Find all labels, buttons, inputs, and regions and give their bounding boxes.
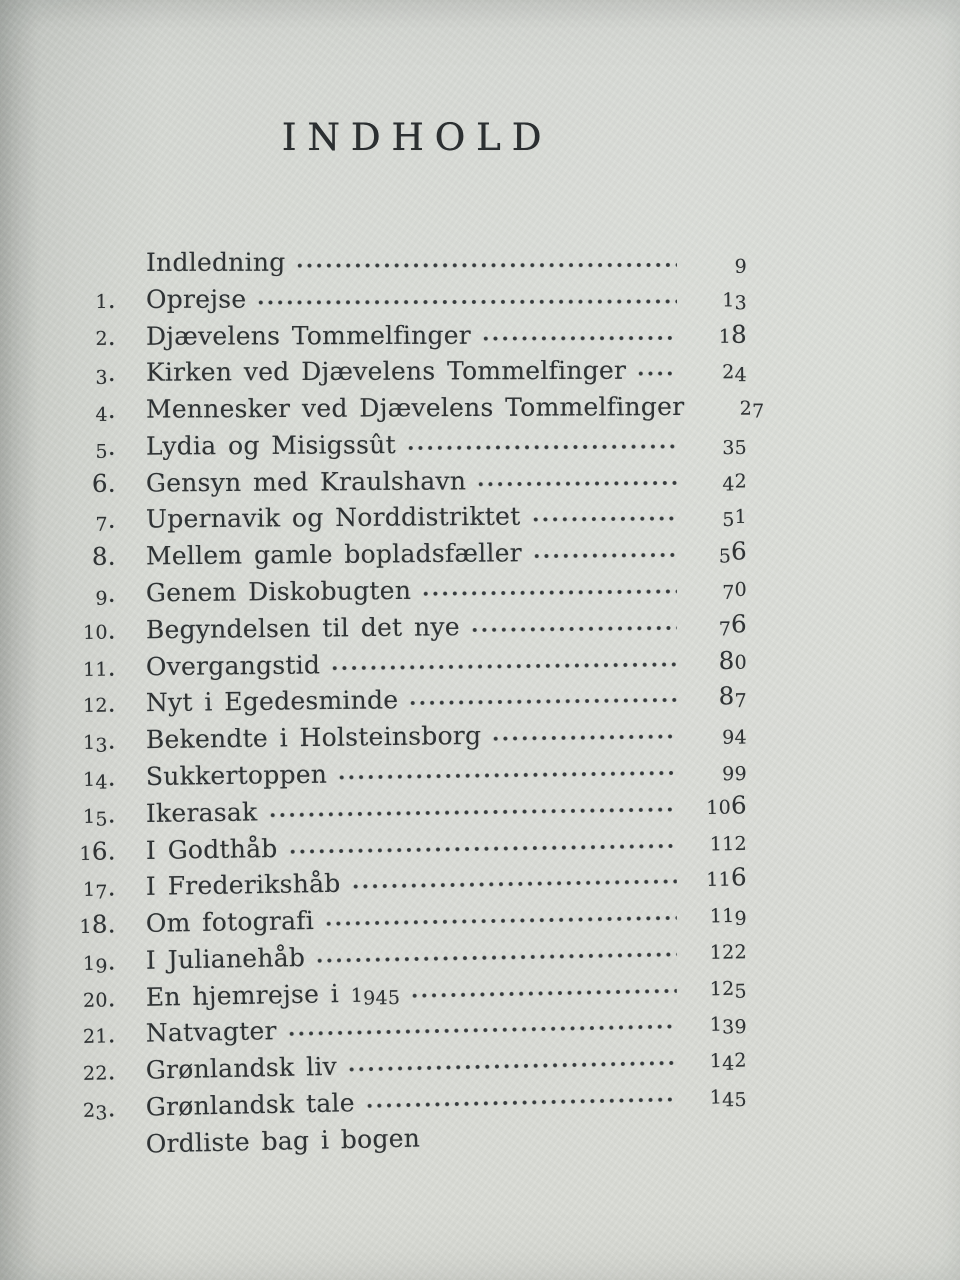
dot-leader — [337, 766, 677, 783]
entry-title: Om fotografi — [145, 906, 315, 938]
entry-page-number: 9 — [734, 255, 748, 278]
toc-entry — [76, 756, 748, 794]
entry-title: Begyndelsen til det nye — [145, 611, 460, 645]
dot-leader — [410, 984, 677, 1001]
entry-page-number: 106 — [706, 790, 748, 820]
entry-title: Upernavik og Norddistriktet — [145, 502, 521, 534]
entry-page-number: 56 — [718, 536, 748, 568]
entry-page-number: 87 — [718, 681, 748, 713]
dot-leader — [470, 621, 677, 635]
entry-title: I Godthåb — [145, 833, 278, 865]
table-of-contents — [76, 116, 765, 1170]
entry-page-number: 70 — [722, 578, 748, 604]
toc-entry — [76, 973, 747, 1011]
dot-leader — [491, 730, 677, 744]
dot-leader — [347, 1057, 677, 1076]
entry-title: Mellem gamle bopladsfæller — [145, 538, 523, 571]
entry-title: Ikerasak — [145, 797, 258, 828]
entry-page-number: 24 — [722, 361, 748, 387]
toc-entry — [76, 1046, 747, 1085]
entry-page-number: 94 — [722, 726, 748, 749]
toc-entry — [76, 502, 748, 537]
entry-number: 15. — [82, 799, 117, 831]
entry-page-number: 122 — [709, 940, 747, 964]
entry-page-number: 112 — [709, 832, 748, 855]
entry-number: 2. — [95, 321, 117, 351]
entry-page-number: 119 — [709, 904, 748, 930]
entry-title: Grønlandsk tale — [145, 1088, 356, 1122]
entry-title: Mennesker ved Djævelens Tommelfinger — [145, 392, 685, 424]
dot-leader — [476, 476, 677, 489]
entry-number: 22. — [82, 1056, 117, 1086]
entry-page-number: 116 — [706, 862, 748, 892]
entry-number: 6. — [91, 468, 117, 498]
dot-leader — [481, 331, 677, 344]
entry-number: 21. — [82, 1019, 117, 1049]
dot-leader — [365, 1093, 677, 1112]
dot-leader — [287, 1020, 677, 1040]
entry-number: 16. — [79, 835, 117, 866]
entry-page-number: 51 — [722, 506, 748, 532]
entry-page-number: 142 — [709, 1049, 747, 1076]
toc-entry — [76, 790, 748, 831]
entry-number: 8. — [91, 541, 117, 572]
entry-number: 19. — [82, 946, 117, 978]
toc-entry — [76, 683, 747, 717]
entry-page-number: 35 — [722, 436, 748, 460]
dot-leader — [330, 658, 677, 674]
entry-title: I Frederikshåb — [145, 869, 341, 902]
toc-entry — [76, 862, 748, 904]
dot-leader — [636, 367, 677, 379]
entry-number: 5. — [95, 431, 117, 463]
entry-number: 13. — [82, 725, 117, 757]
entry-number: 12. — [82, 688, 117, 718]
entry-title: Sukkertoppen — [145, 759, 328, 791]
entry-title: Kirken ved Djævelens Tommelfinger — [145, 356, 627, 388]
entry-page-number: 145 — [709, 1086, 748, 1112]
entry-number: 11. — [82, 652, 117, 682]
dot-leader — [315, 948, 677, 966]
toc-entry — [76, 828, 747, 864]
entry-page-number: 99 — [722, 762, 748, 786]
toc-entry — [76, 647, 747, 680]
toc-entry — [76, 356, 748, 390]
toc-entry — [76, 901, 747, 938]
toc-entry — [76, 284, 748, 315]
entry-number: 9. — [95, 578, 117, 610]
toc-entry — [76, 392, 765, 426]
entry-number: 7. — [95, 505, 117, 537]
dot-leader — [350, 875, 676, 892]
entry-title: Bekendte i Holsteinsborg — [145, 721, 482, 755]
dot-leader — [324, 912, 677, 930]
entry-page-number: 27 — [739, 397, 765, 423]
dot-leader — [267, 803, 677, 821]
dot-leader — [530, 512, 677, 525]
toc-entry — [76, 466, 747, 496]
entry-page-number — [691, 1139, 747, 1140]
dot-leader — [532, 549, 677, 562]
entry-page-number: 18 — [718, 319, 748, 349]
entry-number: 20. — [82, 982, 117, 1013]
dot-leader — [406, 440, 677, 454]
toc-entry — [76, 720, 748, 757]
entry-page-number: 76 — [718, 609, 748, 641]
toc-entry — [76, 536, 748, 572]
entry-title: En hjemrejse i 1945 — [145, 978, 401, 1012]
toc-entry — [76, 1082, 748, 1125]
dot-leader — [256, 295, 677, 308]
toc-entry — [76, 575, 748, 610]
entry-title: Genem Diskobugten — [145, 575, 412, 608]
entry-title: Gensyn med Kraulshavn — [145, 466, 467, 498]
dot-leader — [421, 585, 677, 599]
toc-entry — [76, 937, 747, 978]
entry-number — [76, 1153, 116, 1154]
entry-page-number: 42 — [722, 470, 748, 496]
dot-leader — [295, 259, 677, 272]
entry-title: Oprejse — [145, 284, 247, 314]
entry-page-number: 139 — [709, 1013, 748, 1039]
entry-number: 14. — [82, 762, 117, 794]
entry-number: 3. — [95, 358, 117, 390]
entry-title: Ordliste bag i bogen — [145, 1123, 421, 1159]
entry-title: Grønlandsk liv — [145, 1051, 338, 1085]
entry-title: Nyt i Egedesminde — [145, 685, 399, 718]
toc-entry — [76, 430, 748, 463]
entry-number: 18. — [79, 909, 117, 939]
entry-title: Indledning — [145, 247, 286, 277]
toc-entry — [76, 611, 747, 643]
entry-number: 10. — [82, 615, 117, 645]
entry-number: 1. — [95, 284, 117, 314]
entry-number: 23. — [82, 1093, 117, 1125]
entry-title: Overgangstid — [145, 649, 321, 681]
toc-entry — [76, 321, 747, 349]
entry-title: I Julianehåb — [145, 942, 306, 975]
entry-page-number: 80 — [718, 645, 748, 675]
toc-entry — [76, 1118, 747, 1158]
entry-title: Lydia og Misigssût — [145, 430, 396, 461]
page-title: INDHOLD — [281, 116, 553, 159]
dot-leader — [287, 839, 676, 857]
dot-leader — [408, 694, 677, 709]
entry-page-number: 13 — [722, 289, 748, 315]
toc-list — [76, 247, 765, 1159]
entry-page-number: 125 — [709, 977, 748, 1003]
entry-title: Natvagter — [145, 1016, 277, 1049]
entry-number: 4. — [95, 394, 117, 426]
toc-entry — [76, 249, 747, 276]
entry-number: 17. — [82, 872, 117, 904]
entry-title: Djævelens Tommelfinger — [145, 320, 471, 351]
